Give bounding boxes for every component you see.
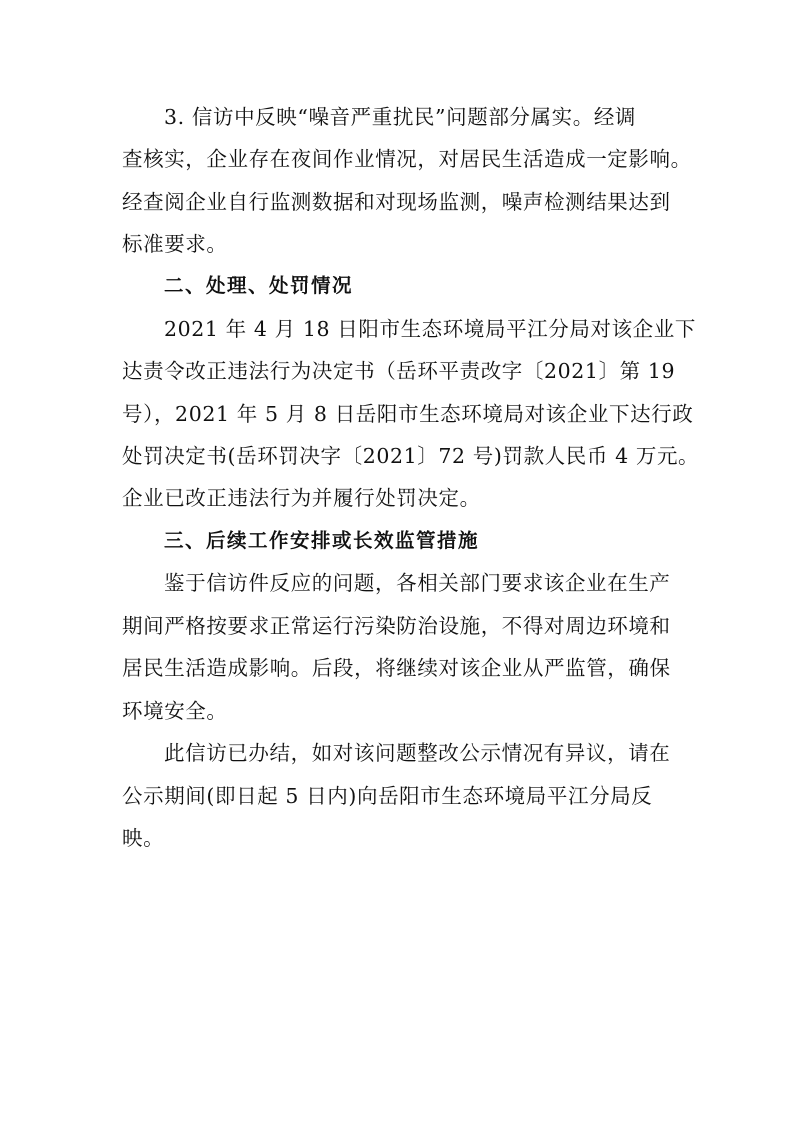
para1-line4: 标准要求。: [122, 232, 228, 256]
para2-line4: 处罚决定书(岳环罚决字〔2021〕72 号)罚款人民币 4 万元。: [122, 444, 700, 468]
para1-line2: 查核实，企业存在夜间作业情况，对居民生活造成一定影响。: [122, 147, 692, 171]
para4-line3: 映。: [122, 826, 165, 850]
para2-line1: 2021 年 4 月 18 日阳市生态环境局平江分局对该企业下: [164, 317, 696, 341]
section-heading-followup: 三、后续工作安排或长效监管措施: [164, 529, 480, 552]
para2-line2: 达责令改正违法行为决定书（岳环平责改字〔2021〕第 19: [122, 359, 676, 383]
para2-line3: 号），2021 年 5 月 8 日岳阳市生态环境局对该企业下达行政: [122, 402, 694, 426]
para1-line3: 经查阅企业自行监测数据和对现场监测，噪声检测结果达到: [122, 190, 671, 214]
para3-line4: 环境安全。: [122, 699, 228, 723]
section-heading-handling: 二、处理、处罚情况: [164, 274, 354, 297]
para4-line1: 此信访已办结，如对该问题整改公示情况有异议，请在: [164, 741, 671, 765]
para3-line3: 居民生活造成影响。后段，将继续对该企业从严监管，确保: [122, 656, 671, 680]
para4-line2: 公示期间(即日起 5 日内)向岳阳市生态环境局平江分局反: [122, 784, 653, 808]
para3-line1: 鉴于信访件反应的问题，各相关部门要求该企业在生产: [164, 571, 671, 595]
para3-line2: 期间严格按要求正常运行污染防治设施，不得对周边环境和: [122, 614, 671, 638]
para2-line5: 企业已改正违法行为并履行处罚决定。: [122, 486, 481, 510]
para1-line1: 3. 信访中反映“噪音严重扰民”问题部分属实。经调: [164, 105, 637, 129]
